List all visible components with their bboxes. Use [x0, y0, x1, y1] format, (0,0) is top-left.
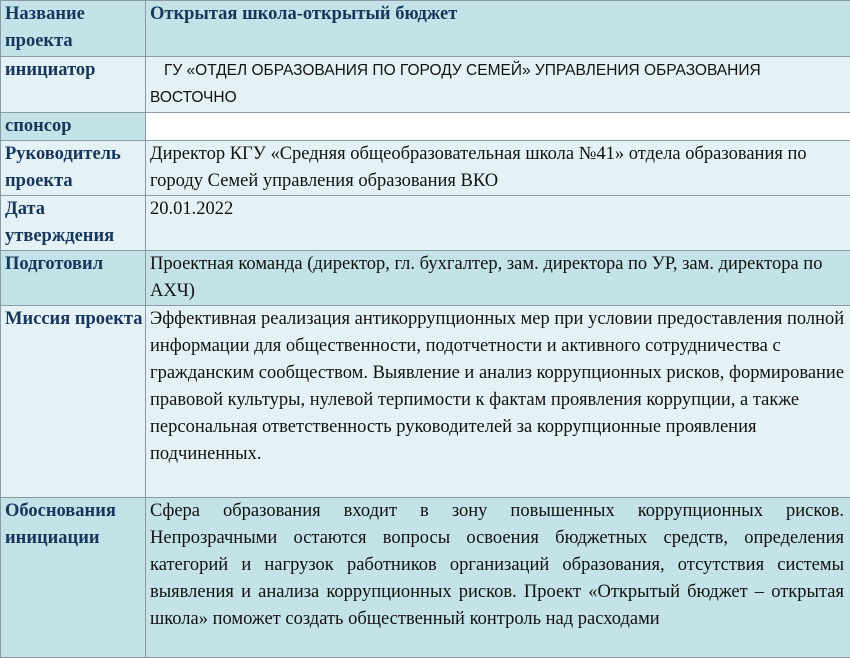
- row-label: инициатор: [1, 57, 146, 113]
- row-value: Эффективная реализация антикоррупционных мер при условии предоставления полной информации для общественности, подотчетности и активного сотрудничества с гражданским сообществом. Выявление и анализ коррупционных рисков, формирование правовой культуры, нулевой терпимости к фактам проявления коррупции, а также персональная ответственность руководителей за коррупционные проявления подчиненных.: [146, 306, 850, 498]
- table-row: [1, 1, 850, 57]
- table-row: [1, 251, 850, 306]
- row-label: спонсор: [1, 113, 146, 141]
- row-label: Дата утверждения: [1, 196, 146, 251]
- row-value: [146, 113, 850, 141]
- row-value: Сфера образования входит в зону повышенных коррупционных рисков. Непрозрачными остаются вопросы освоения бюджетных средств, определения категорий и нагрузок работников организаций образования, отсутствия системы выявления и анализа коррупционных рисков. Проект «Открытый бюджет – открытая школа» поможет создать общественный контроль над расходами: [146, 498, 850, 658]
- row-label: Название проекта: [1, 1, 146, 57]
- table-row: [1, 498, 850, 658]
- table-row: [1, 141, 850, 196]
- row-value: 20.01.2022: [146, 196, 850, 251]
- table-row: [1, 196, 850, 251]
- row-value: Проектная команда (директор, гл. бухгалтер, зам. директора по УР, зам. директора по АХЧ): [146, 251, 850, 306]
- table-row: [1, 113, 850, 141]
- table-row: [1, 57, 850, 113]
- row-value: Директор КГУ «Средняя общеобразовательная школа №41» отдела образования по городу Семей управления образования ВКО: [146, 141, 850, 196]
- row-label: Подготовил: [1, 251, 146, 306]
- row-label: Миссия проекта: [1, 306, 146, 498]
- row-value-text: ГУ «ОТДЕЛ ОБРАЗОВАНИЯ ПО ГОРОДУ СЕМЕЙ» УПРАВЛЕНИЯ ОБРАЗОВАНИЯ ВОСТОЧНО: [150, 62, 761, 106]
- row-value: [146, 57, 850, 113]
- row-value: Открытая школа-открытый бюджет: [146, 1, 850, 57]
- row-label: Руководитель проекта: [1, 141, 146, 196]
- row-label: Обоснования инициации: [1, 498, 146, 658]
- table-row: [1, 306, 850, 498]
